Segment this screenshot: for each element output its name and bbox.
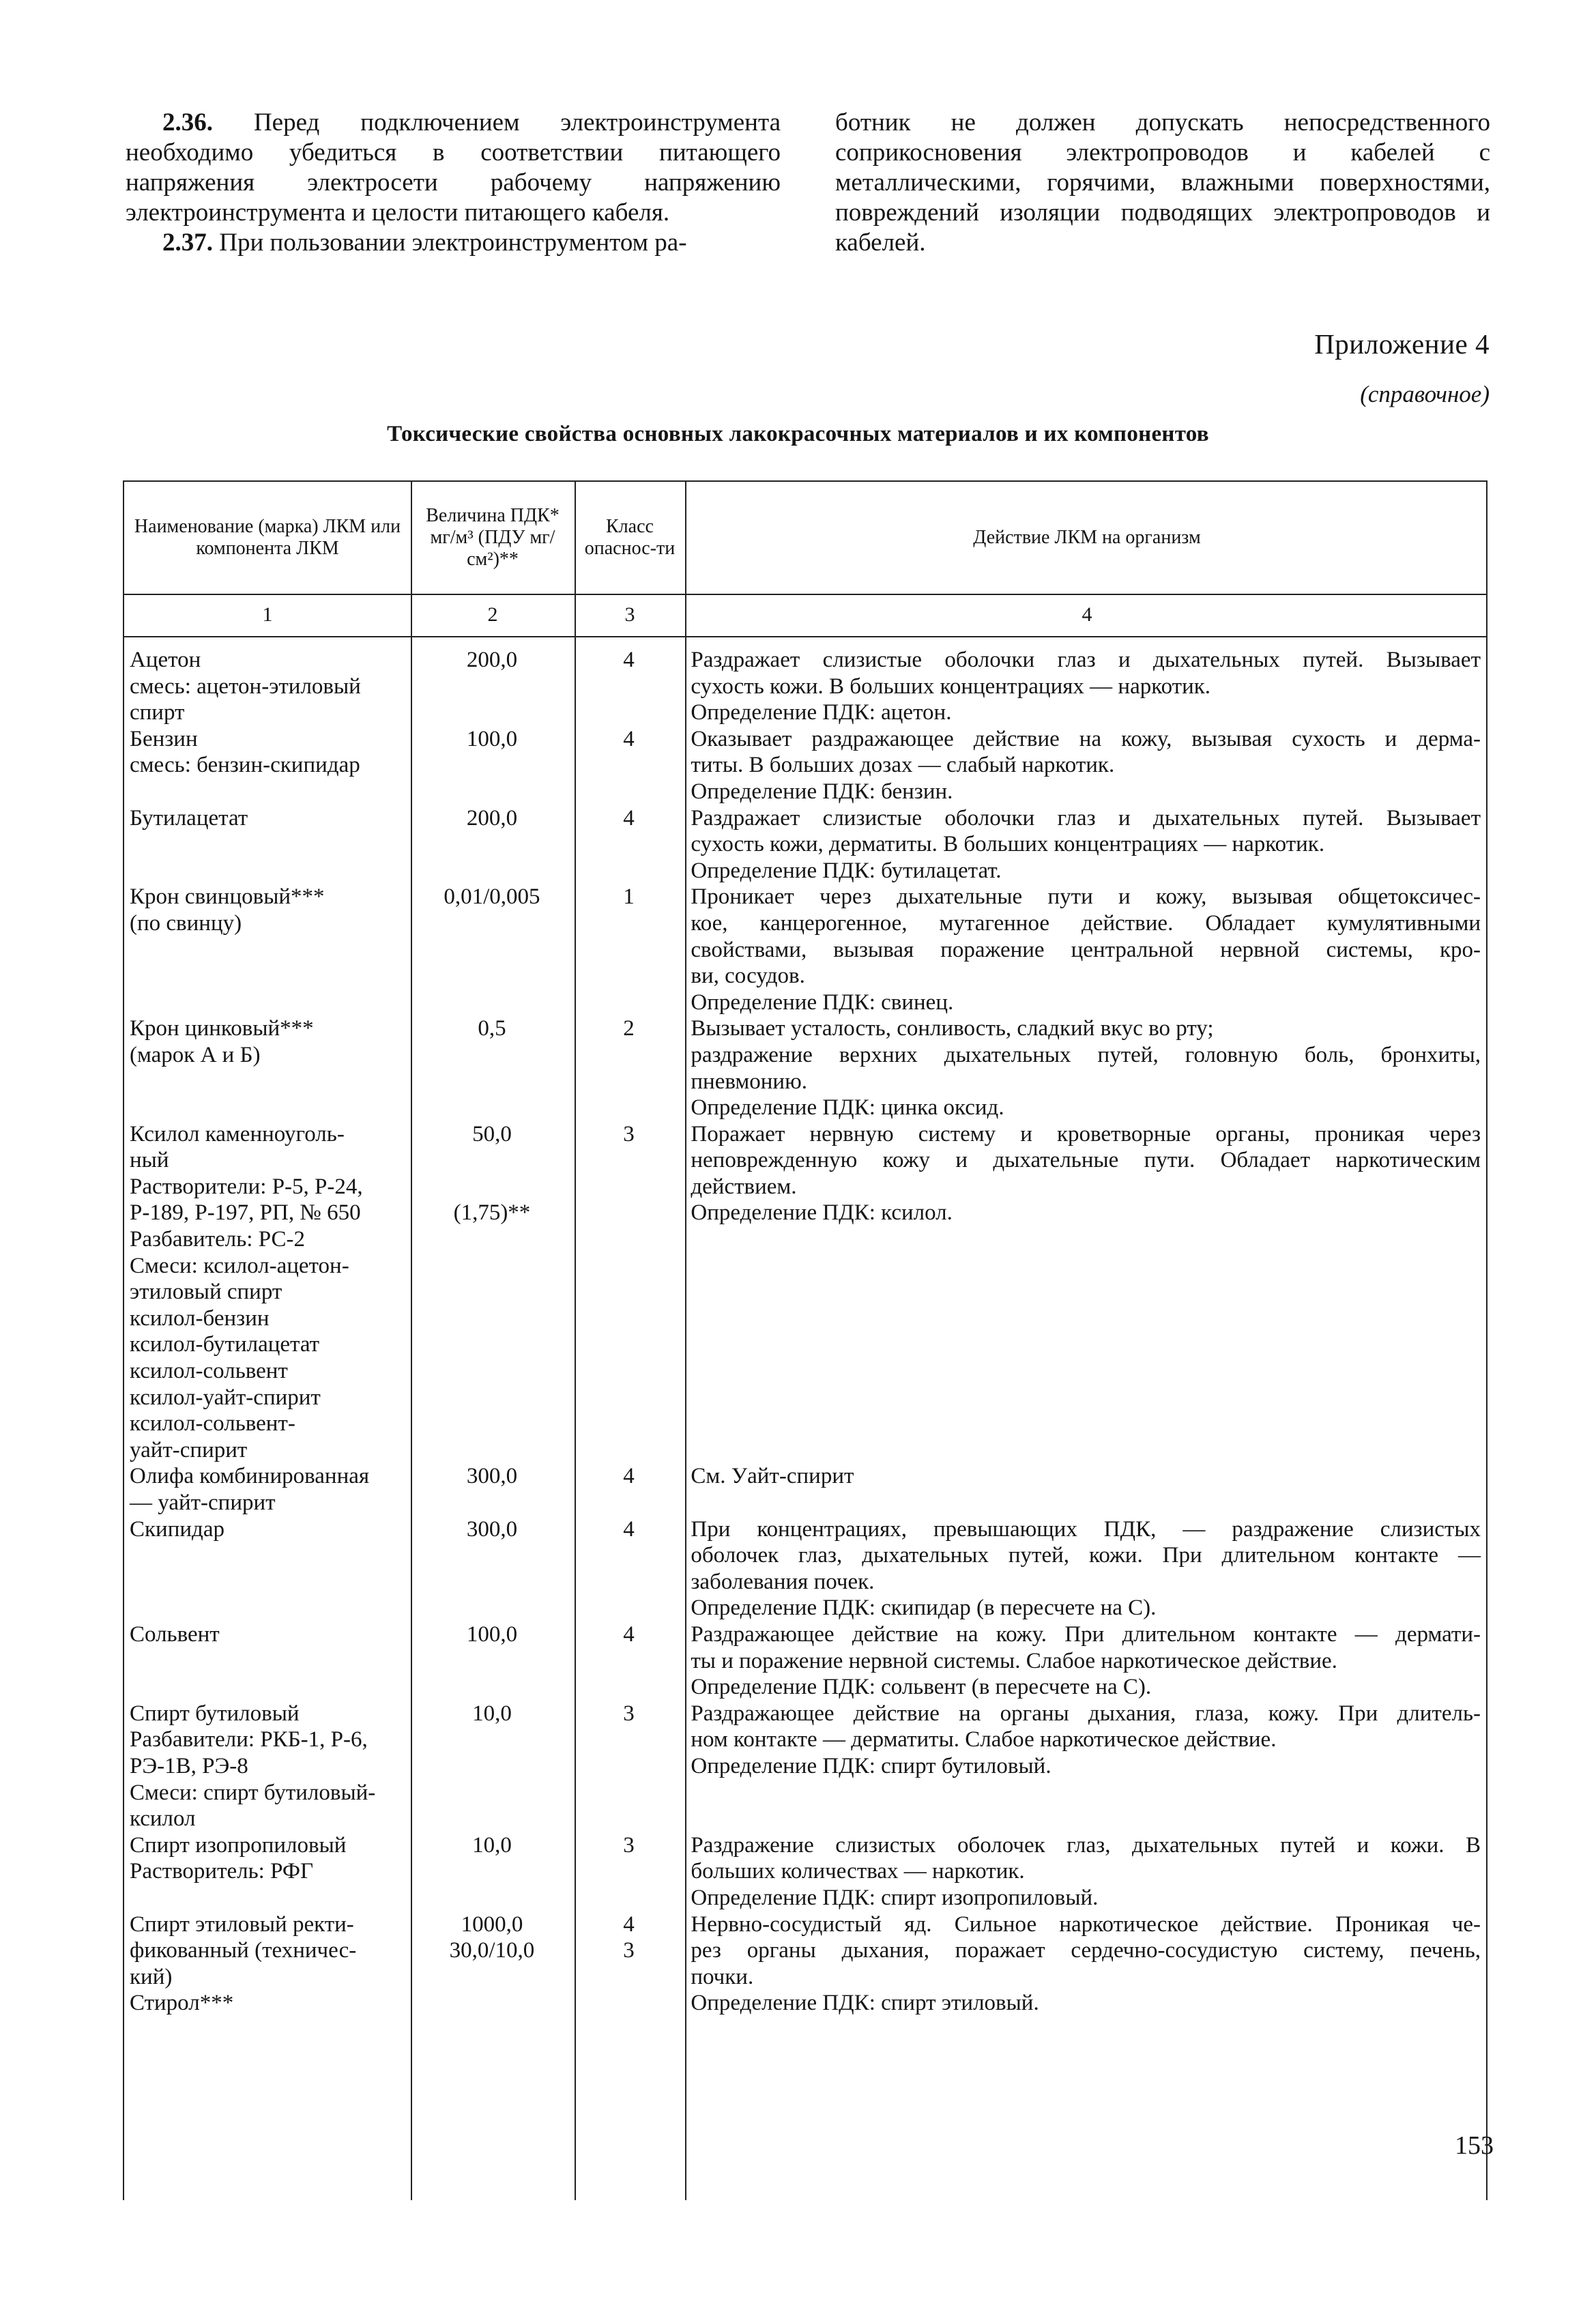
cell-pdk-line: 200,0 bbox=[466, 805, 518, 831]
table-row bbox=[124, 1701, 1486, 1832]
cell-effect-line: Вызывает усталость, сонливость, сладкий вкус во рту; bbox=[691, 1016, 1214, 1041]
cell-effect-line: сухость кожи, дерматиты. В больших концентрациях — наркотик. bbox=[691, 832, 1325, 857]
cell-effect-line: ты и поражение нервной системы. Слабое наркотическое действие. bbox=[691, 1648, 1337, 1673]
cell-effect-line: Поражает нервную систему и кроветворные органы, проникая через bbox=[691, 1121, 1481, 1146]
cell-name bbox=[124, 884, 410, 1015]
cell-hazard-class-line: 3 bbox=[623, 1121, 635, 1146]
cell-name-line: ный bbox=[130, 1148, 169, 1173]
cell-effect-line: кое, канцерогенное, мутагенное действие. Обладает кумулятивными bbox=[691, 910, 1481, 936]
cell-pdk-line bbox=[410, 1147, 574, 1174]
cell-pdk-line: 0,01/0,005 bbox=[444, 884, 540, 910]
cell-pdk bbox=[410, 1015, 574, 1121]
cell-effect-line: титы. В больших дозах — слабый наркотик. bbox=[691, 753, 1115, 778]
column-number: 2 bbox=[487, 603, 498, 626]
column-number: 3 bbox=[624, 603, 635, 626]
cell-name-line: Сольвент bbox=[130, 1621, 220, 1647]
cell-hazard-class-line: 4 bbox=[623, 1621, 635, 1647]
cell-hazard-class bbox=[574, 1701, 684, 1832]
cell-name bbox=[124, 647, 410, 726]
cell-name-line: РЭ-1В, РЭ-8 bbox=[130, 1753, 248, 1778]
table-row bbox=[124, 1911, 1486, 2017]
cell-hazard-class bbox=[574, 884, 684, 1015]
cell-effect bbox=[684, 805, 1486, 884]
table-row bbox=[124, 1832, 1486, 1911]
cell-hazard-class bbox=[574, 1121, 684, 1464]
cell-pdk-line: 10,0 bbox=[472, 1832, 512, 1858]
cell-effect bbox=[684, 726, 1486, 805]
cell-name-line: (марок А и Б) bbox=[130, 1042, 261, 1067]
table-row bbox=[124, 1121, 1486, 1464]
cell-pdk bbox=[410, 1832, 574, 1911]
paragraph-2-37 bbox=[126, 228, 781, 258]
cell-name-line: этиловый спирт bbox=[130, 1280, 282, 1305]
cell-pdk bbox=[410, 1621, 574, 1701]
cell-pdk bbox=[410, 805, 574, 884]
cell-effect-line: больших количествах — наркотик. bbox=[691, 1859, 1025, 1884]
cell-name-line: Бутилацетат bbox=[130, 805, 248, 831]
cell-pdk-line: 200,0 bbox=[466, 648, 518, 672]
clause-text: Перед подключением электроинструмента необходимо убедиться в соответствии питающего напряжения электросети рабочему напряжению электроинструмента и целости питающего кабеля. bbox=[126, 109, 781, 227]
cell-name-line: Стирол*** bbox=[130, 1991, 234, 2016]
cell-effect-line: Определение ПДК: ацетон. bbox=[691, 700, 952, 725]
table-row bbox=[124, 884, 1486, 1015]
cell-effect-line: Определение ПДК: спирт изопропиловый. bbox=[691, 1885, 1099, 1910]
cell-pdk-line bbox=[410, 1174, 574, 1200]
cell-effect-line: оболочек глаз, дыхательных путей, кожи. При длительном контакте — bbox=[691, 1543, 1481, 1568]
cell-effect bbox=[684, 1621, 1486, 1701]
cell-hazard-class-line: 1 bbox=[623, 884, 635, 910]
cell-pdk-line: 100,0 bbox=[466, 726, 518, 751]
cell-effect-line: Раздражающее действие на органы дыхания, глаза, кожу. При длитель- bbox=[691, 1701, 1481, 1726]
column-numbers-row bbox=[124, 594, 1486, 637]
table-row bbox=[124, 1463, 1486, 1516]
cell-name-line: (по свинцу) bbox=[130, 910, 242, 936]
cell-name-line: Растворители: Р-5, Р-24, bbox=[130, 1174, 363, 1199]
cell-hazard-class bbox=[574, 1015, 684, 1121]
header-name: Наименование (марка) ЛКМ или компонента ЛКМ bbox=[134, 516, 401, 559]
cell-name bbox=[124, 1701, 410, 1832]
cell-name-line: Р-189, Р-197, РП, № 650 bbox=[130, 1200, 361, 1226]
cell-name-line: фикованный (техничес- bbox=[130, 1938, 357, 1963]
cell-pdk bbox=[410, 726, 574, 805]
cell-effect-line: заболевания почек. bbox=[691, 1569, 875, 1594]
appendix-subtitle: (справочное) bbox=[1360, 381, 1490, 407]
cell-effect bbox=[684, 1516, 1486, 1621]
cell-effect-line: пневмонию. bbox=[691, 1069, 807, 1094]
table-header bbox=[124, 482, 1486, 595]
cell-hazard-class bbox=[574, 805, 684, 884]
cell-name bbox=[124, 1621, 410, 1701]
cell-name bbox=[124, 1911, 410, 2017]
table-body bbox=[124, 647, 1486, 2017]
cell-name bbox=[124, 1015, 410, 1121]
cell-effect bbox=[684, 1121, 1486, 1464]
cell-pdk-line: 100,0 bbox=[466, 1621, 518, 1647]
cell-hazard-class-line: 4 bbox=[623, 648, 635, 672]
cell-effect-line: При концентрациях, превышающих ПДК, — раздражение слизистых bbox=[691, 1516, 1481, 1542]
cell-effect-line: Проникает через дыхательные пути и кожу, вызывая общетоксичес- bbox=[691, 884, 1481, 910]
cell-pdk bbox=[410, 647, 574, 726]
header-effect: Действие ЛКМ на организм bbox=[973, 527, 1201, 548]
cell-effect bbox=[684, 884, 1486, 1015]
cell-effect bbox=[684, 1701, 1486, 1832]
cell-effect bbox=[684, 1463, 1486, 1516]
table-row bbox=[124, 1516, 1486, 1621]
cell-name bbox=[124, 726, 410, 805]
cell-name-line: ксилол bbox=[130, 1806, 196, 1832]
cell-name bbox=[124, 1121, 410, 1464]
cell-effect-line: Определение ПДК: спирт бутиловый. bbox=[691, 1753, 1051, 1778]
cell-name-line: уайт-спирит bbox=[130, 1437, 248, 1462]
cell-hazard-class-line: 3 bbox=[623, 1832, 635, 1858]
cell-effect-line: Раздражает слизистые оболочки глаз и дыхательных путей. Вызывает bbox=[691, 648, 1481, 672]
cell-pdk bbox=[410, 1911, 574, 2017]
cell-pdk-line: 0,5 bbox=[478, 1016, 506, 1041]
cell-name-line: Смеси: ксилол-ацетон- bbox=[130, 1253, 349, 1278]
cell-name-line: Бензин bbox=[130, 726, 198, 751]
cell-name-line: смесь: бензин-скипидар bbox=[130, 753, 360, 778]
cell-pdk-line: 1000,0 bbox=[461, 1911, 523, 1937]
cell-hazard-class bbox=[574, 647, 684, 726]
cell-name-line: Разбавитель: РС-2 bbox=[130, 1227, 305, 1252]
cell-name-line: кий) bbox=[130, 1964, 173, 1989]
cell-hazard-class bbox=[574, 726, 684, 805]
cell-name-line: Скипидар bbox=[130, 1516, 224, 1542]
toxicity-table bbox=[123, 480, 1488, 2200]
cell-name-line: ксилол-сольвент bbox=[130, 1359, 288, 1384]
cell-hazard-class bbox=[574, 1463, 684, 1516]
cell-effect-line: Определение ПДК: ксилол. bbox=[691, 1200, 953, 1226]
page-number: 153 bbox=[1455, 2131, 1494, 2160]
right-text-column bbox=[835, 108, 1490, 258]
table-title: Токсические свойства основных лакокрасочных материалов и их компонентов bbox=[387, 422, 1209, 446]
cell-effect-line: Раздражает слизистые оболочки глаз и дыхательных путей. Вызывает bbox=[691, 805, 1481, 831]
header-hazard-class: Класс опаснос-ти bbox=[584, 516, 676, 559]
cell-name-line: Спирт этиловый ректи- bbox=[130, 1911, 354, 1937]
table-row bbox=[124, 647, 1486, 726]
cell-effect-line: Определение ПДК: скипидар (в пересчете на С). bbox=[691, 1596, 1157, 1621]
cell-name-line: Смеси: спирт бутиловый- bbox=[130, 1780, 376, 1805]
cell-effect-line: Определение ПДК: бутилацетат. bbox=[691, 858, 1002, 883]
cell-name bbox=[124, 1463, 410, 1516]
column-number: 4 bbox=[1082, 603, 1092, 626]
cell-pdk-line: 300,0 bbox=[466, 1464, 518, 1489]
cell-effect-line: Оказывает раздражающее действие на кожу, вызывая сухость и дерма- bbox=[691, 726, 1481, 751]
cell-pdk-line: 300,0 bbox=[466, 1516, 518, 1542]
cell-hazard-class-line: 4 bbox=[623, 1911, 635, 1937]
cell-effect-line: свойствами, вызывая поражение центральной нервной системы, кро- bbox=[691, 937, 1481, 962]
cell-effect-line: Раздражающее действие на кожу. При длительном контакте — дермати- bbox=[691, 1621, 1481, 1647]
cell-name bbox=[124, 1832, 410, 1911]
column-number: 1 bbox=[262, 603, 273, 626]
cell-name-line: Крон свинцовый*** bbox=[130, 884, 325, 910]
cell-hazard-class-line: 4 bbox=[623, 1464, 635, 1489]
cell-hazard-class-line: 3 bbox=[623, 1938, 635, 1963]
cell-hazard-class bbox=[574, 1911, 684, 2017]
cell-name-line: ксилол-бутилацетат bbox=[130, 1332, 320, 1357]
cell-hazard-class bbox=[574, 1832, 684, 1911]
cell-name-line: Ксилол каменноуголь- bbox=[130, 1121, 345, 1146]
header-pdk: Величина ПДК* мг/м³ (ПДУ мг/ см²)** bbox=[426, 505, 560, 570]
table-row bbox=[124, 1621, 1486, 1701]
clause-number: 2.36. bbox=[162, 109, 213, 136]
cell-hazard-class-line: 3 bbox=[623, 1701, 635, 1726]
cell-name-line: Крон цинковый*** bbox=[130, 1016, 314, 1041]
cell-pdk-line: 10,0 bbox=[472, 1701, 512, 1726]
cell-effect-line: Нервно-сосудистый яд. Сильное наркотическое действие. Проникая че- bbox=[691, 1911, 1481, 1937]
cell-effect bbox=[684, 1832, 1486, 1911]
cell-pdk-line: (1,75)** bbox=[453, 1200, 531, 1226]
cell-name-line: Растворитель: РФГ bbox=[130, 1859, 314, 1884]
cell-name-line: Ацетон bbox=[130, 648, 201, 672]
left-text-column bbox=[126, 108, 781, 258]
cell-pdk bbox=[410, 1463, 574, 1516]
cell-effect bbox=[684, 1015, 1486, 1121]
cell-effect-line: рез органы дыхания, поражает сердечно-сосудистую систему, печень, bbox=[691, 1938, 1481, 1963]
cell-name-line: — уайт-спирит bbox=[130, 1490, 276, 1515]
cell-hazard-class-line: 4 bbox=[623, 726, 635, 751]
cell-name-line: смесь: ацетон-этиловый bbox=[130, 674, 361, 699]
cell-hazard-class bbox=[574, 1621, 684, 1701]
cell-name-line: Спирт изопропиловый bbox=[130, 1832, 347, 1858]
cell-effect-line: См. Уайт-спирит bbox=[691, 1464, 854, 1489]
cell-name-line: Олифа комбинированная bbox=[130, 1464, 370, 1489]
cell-effect-line: Раздражение слизистых оболочек глаз, дыхательных путей и кожи. В bbox=[691, 1832, 1481, 1858]
intro-text-columns bbox=[126, 108, 1490, 258]
cell-hazard-class-line: 4 bbox=[623, 1516, 635, 1542]
appendix-title: Приложение 4 bbox=[1314, 328, 1490, 360]
cell-effect-line: ви, сосудов. bbox=[691, 964, 805, 989]
cell-effect-line: Определение ПДК: бензин. bbox=[691, 779, 953, 804]
cell-effect bbox=[684, 647, 1486, 726]
cell-pdk-line: 50,0 bbox=[472, 1121, 512, 1146]
table-row bbox=[124, 1015, 1486, 1121]
cell-name-line: ксилол-бензин bbox=[130, 1305, 270, 1331]
cell-name-line: ксилол-уайт-спирит bbox=[130, 1385, 321, 1410]
cell-hazard-class bbox=[574, 1516, 684, 1621]
cell-name-line: Спирт бутиловый bbox=[130, 1701, 300, 1726]
cell-effect-line: Определение ПДК: свинец. bbox=[691, 990, 954, 1015]
cell-name-line: Разбавители: РКБ-1, Р-6, bbox=[130, 1727, 368, 1752]
cell-effect-line: сухость кожи. В больших концентрациях — наркотик. bbox=[691, 674, 1211, 699]
cell-effect-line: неповрежденную кожу и дыхательные пути. Обладает наркотическим bbox=[691, 1148, 1481, 1173]
clause-text: При пользовании электроинструментом ра- bbox=[213, 229, 687, 257]
paragraph-2-37-continued: ботник не должен допускать непосредственного соприкосновения электропроводов и кабелей с металлическими, горячими, влажными поверхностями, повреждений изоляции подводящих электропроводов и кабелей. bbox=[835, 109, 1490, 257]
cell-name bbox=[124, 805, 410, 884]
cell-effect-line: почки. bbox=[691, 1964, 754, 1989]
cell-pdk bbox=[410, 1121, 574, 1464]
cell-pdk-line: 30,0/10,0 bbox=[449, 1938, 535, 1963]
cell-effect bbox=[684, 1911, 1486, 2017]
cell-pdk bbox=[410, 884, 574, 1015]
cell-effect-line: ном контакте — дерматиты. Слабое наркотическое действие. bbox=[691, 1727, 1277, 1752]
cell-name-line: ксилол-сольвент- bbox=[130, 1411, 295, 1437]
cell-name bbox=[124, 1516, 410, 1621]
table-row bbox=[124, 726, 1486, 805]
paragraph-2-36 bbox=[126, 108, 781, 228]
cell-effect-line: Определение ПДК: спирт этиловый. bbox=[691, 1991, 1039, 2016]
cell-pdk bbox=[410, 1516, 574, 1621]
cell-effect-line: Определение ПДК: цинка оксид. bbox=[691, 1095, 1004, 1121]
cell-effect-line: Определение ПДК: сольвент (в пересчете на С). bbox=[691, 1675, 1152, 1700]
cell-pdk bbox=[410, 1701, 574, 1832]
cell-effect-line: действием. bbox=[691, 1174, 797, 1199]
table-row bbox=[124, 805, 1486, 884]
cell-effect-line: раздражение верхних дыхательных путей, головную боль, бронхиты, bbox=[691, 1042, 1481, 1067]
cell-hazard-class-line: 2 bbox=[623, 1016, 635, 1041]
cell-name-line: спирт bbox=[130, 700, 185, 725]
clause-number: 2.37. bbox=[162, 229, 213, 257]
cell-hazard-class-line: 4 bbox=[623, 805, 635, 831]
